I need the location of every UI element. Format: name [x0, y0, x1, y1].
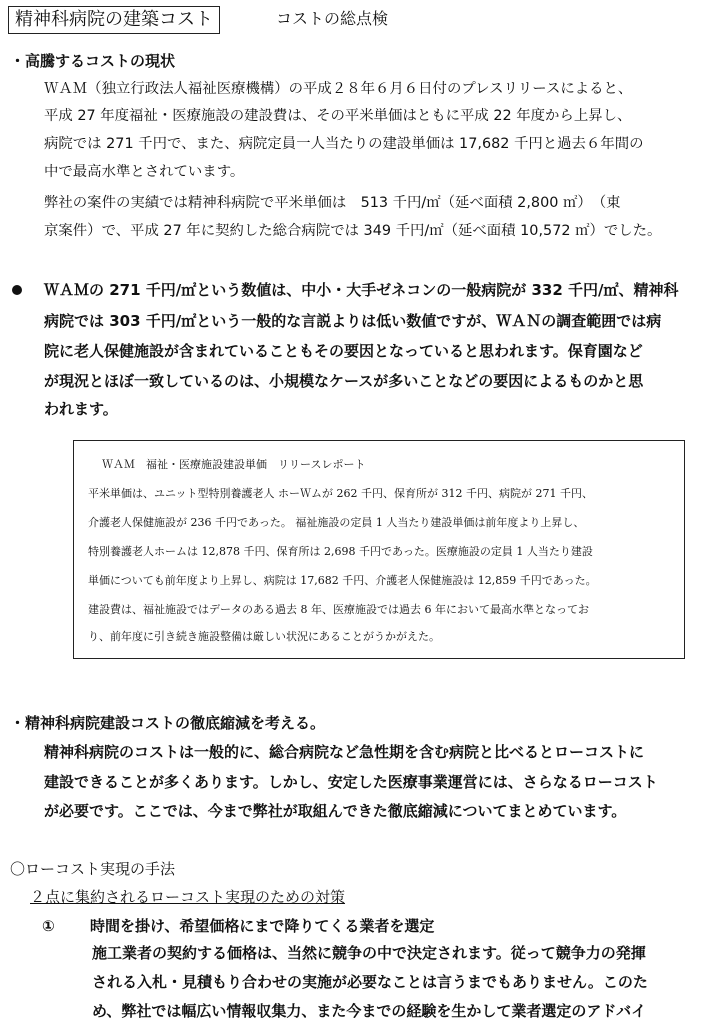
section-heading-cost-reduction: ・精神科病院建設コストの徹底縮減を考える。: [10, 714, 326, 732]
item-number: ①: [42, 917, 55, 935]
paragraph-line: 病院では 271 千円で、また、病院定員一人当たりの建設単価は 17,682 千円と過去６年間の: [44, 136, 644, 152]
report-line: り、前年度に引き続き施設整備は厳しい状況にあることがうかがえた。: [88, 630, 440, 643]
report-line: 介護老人保健施設が 236 千円であった。 福祉施設の定員 1 人当たり建設単価は前年度より上昇し、: [88, 516, 585, 529]
paragraph-line: が必要です。ここでは、今まで弊社が取組んできた徹底縮減についてまとめています。: [44, 802, 627, 820]
paragraph-line: 建設できることが多くあります。しかし、安定した医療事業運営には、さらなるローコスト: [44, 773, 658, 791]
bullet-line: 病院では 303 千円/㎡という一般的な言説よりは低い数値ですが、ＷＡＮの調査範囲では病: [44, 312, 662, 330]
paragraph-line: 精神科病院のコストは一般的に、総合病院など急性期を含む病院と比べるとローコストに: [44, 743, 645, 761]
bullet-line: 院に老人保健施設が含まれていることもその要因となっていると思われます。保育園など: [44, 342, 643, 360]
report-line: 特別養護老人ホームは 12,878 千円、保育所は 2,698 千円であった。医療施設の定員 1 人当たり建設: [88, 545, 593, 558]
section-heading-cost-current: ・高騰するコストの現状: [10, 52, 176, 70]
bullet-line: ＷＡＭの 271 千円/㎡という数値は、中小・大手ゼネコンの一般病院が 332 千円/㎡、精神科: [44, 281, 679, 299]
report-line: 単価についても前年度より上昇し、病院は 17,682 千円、介護老人保健施設は 12,859 千円であった。: [88, 574, 597, 587]
item-line: される入札・見積もり合わせの実施が必要なことは言うまでもありません。このた: [92, 973, 648, 991]
bullet-line: われます。: [44, 400, 118, 418]
bullet-line: が現況とほぼ一致しているのは、小規模なケースが多いことなどの要因によるものかと思: [44, 372, 644, 390]
report-title: ＷＡＭ 福祉・医療施設建設単価 リリースレポート: [102, 458, 366, 471]
paragraph-line: 平成 27 年度福祉・医療施設の建設費は、その平米単価はともに平成 22 年度から上昇し、: [44, 108, 632, 124]
paragraph-line: ＷＡＭ（独立行政法人福祉医療機構）の平成２８年６月６日付のプレスリリースによると、: [44, 81, 633, 97]
page-subtitle: コストの総点検: [276, 9, 389, 28]
section-heading-method: 〇ローコスト実現の手法: [10, 860, 176, 878]
report-line: 平米単価は、ユニット型特別養護老人 ホーＷムが 262 千円、保育所が 312 千円、病院が 271 千円、: [88, 487, 594, 500]
paragraph-line: 弊社の案件の実績では精神科病院で平米単価は 513 千円/㎡（延べ面積 2,800 ㎡） （東: [44, 195, 621, 211]
item-line: め、弊社では幅広い情報収集力、また今までの経験を生かして業者選定のアドバイ: [92, 1002, 647, 1020]
paragraph-line: 中で最高水準とされています。: [44, 164, 245, 180]
item-title: 時間を掛け、希望価格にまで降りてくる業者を選定: [90, 917, 435, 935]
paragraph-line: 京案件）で、平成 27 年に契約した総合病院では 349 千円/㎡（延べ面積 10,572 ㎡）でした。: [44, 223, 662, 239]
bullet-icon: [12, 285, 22, 295]
page-title: 精神科病院の建築コスト: [8, 6, 220, 34]
report-line: 建設費は、福祉施設ではデータのある過去 8 年、医療施設では過去 6 年において最高水準となってお: [88, 603, 589, 616]
item-line: 施工業者の契約する価格は、当然に競争の中で決定されます。従って競争力の発揮: [92, 944, 646, 962]
section-subheading: ２点に集約されるローコスト実現のための対策: [30, 888, 346, 906]
